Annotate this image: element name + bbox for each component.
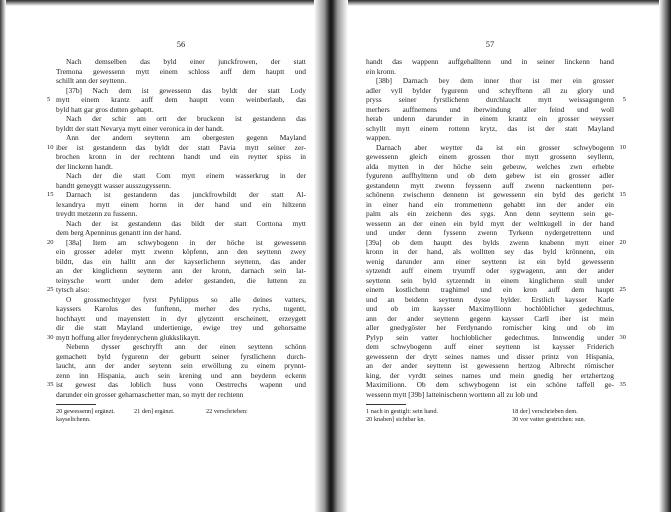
- text-line: [366, 171, 614, 181]
- text-line: [56, 314, 306, 324]
- line-text: der linckenn handt.: [56, 161, 113, 171]
- line-text: [38a] Item am schwybogenn in der höche ist gewessenn: [66, 237, 306, 247]
- text-line: [366, 352, 614, 362]
- text-line: [56, 152, 306, 162]
- line-number: 25: [47, 286, 54, 293]
- line-text: zenn inn Hispania, auch sein krening und ann beydenn eckenn: [56, 370, 306, 380]
- line-text: palm als ein zeichenn des sygs. Ann denn seyttenn sein ge-: [366, 209, 614, 218]
- text-line: [56, 247, 306, 257]
- text-line: [366, 114, 614, 124]
- line-text: schönenn zwischenn dennenn ist gewessenn ein byld des gericht: [366, 190, 614, 199]
- text-line: [366, 361, 614, 371]
- text-line: [47, 285, 306, 295]
- footnote-row: [56, 416, 306, 424]
- text-line: [47, 237, 306, 248]
- footnote-text: 1 nach in gestiglt: sein hand.: [366, 408, 439, 415]
- text-line: [366, 371, 614, 381]
- text-line: [366, 105, 614, 115]
- line-number: 10: [619, 143, 626, 151]
- line-text: [37b] Nach dem ist gewessenn das byldt der statt Lody: [66, 85, 306, 95]
- line-text: Pylyp sein vatter hochloblicher gedechtnus. Innwendig under: [366, 332, 614, 342]
- line-text: wessenn an der einen ein byld mytt der welttkugell in der hand: [366, 218, 614, 228]
- text-line: [366, 266, 614, 276]
- text-line: [56, 342, 306, 352]
- text-line: [56, 361, 306, 371]
- text-line: [56, 114, 306, 124]
- line-text: und under denn fyssenn zwenn Tyrkenn nydergetrettenn und: [366, 228, 614, 237]
- text-line: [56, 67, 306, 77]
- text-line: [56, 124, 306, 134]
- line-text: und an beidenn seyttenn dysse bylder. Erstlich kaysser Karle: [366, 294, 614, 304]
- line-text: schillt ann der seyttenn.: [56, 76, 127, 85]
- text-line: [56, 171, 306, 181]
- text-line: [366, 209, 614, 219]
- text-line: [56, 323, 306, 333]
- text-line: [366, 390, 614, 400]
- footnotes: [366, 408, 614, 424]
- text-line: [56, 76, 306, 86]
- text-line: [366, 181, 614, 191]
- footnote-text: 22 verschrieben:: [206, 408, 248, 415]
- line-text: alda mytten in der höche sein gebeuw, welches zwn erhebte: [366, 161, 614, 171]
- footnote-text: 18 der] verschrieben dem.: [512, 408, 578, 415]
- text-line: [366, 190, 626, 200]
- page-number: 57: [485, 39, 495, 49]
- footnote-rule: [56, 404, 96, 405]
- line-text: byld hatt gar gros dutten gehaptt.: [56, 104, 154, 114]
- text-line: [366, 228, 614, 238]
- text-line: [366, 133, 614, 143]
- footnote-text: kayselichenn.: [56, 416, 91, 423]
- line-text: tytsch also:: [56, 285, 90, 294]
- footnote-text: 20 knaben] sichtbar kn.: [366, 416, 426, 423]
- text-line: [56, 352, 306, 362]
- line-text: treydtt metzenn zu fussenn.: [56, 209, 138, 218]
- text-line: [47, 95, 306, 105]
- footnote-row: [366, 408, 614, 416]
- line-text: mytt hoffung aller freydenrychenn glukkslikaytt.: [56, 332, 201, 342]
- line-text: kronn in der hand, als wolltten sey das byld krönnenn, ein: [366, 247, 614, 256]
- line-text: in einer hand ein trommettenn gehabtt inn der ander ein: [366, 199, 614, 209]
- line-text: sytzendt auff einem tryumff oder sygwagenn, ann der ander: [366, 266, 614, 275]
- text-line: [366, 237, 626, 248]
- footnote-rule: [366, 404, 406, 405]
- text-line: [56, 209, 306, 219]
- line-number: 30: [619, 333, 626, 341]
- line-text: iber ist gestandenn das byldt der statt Pavia mytt seiner zer-: [56, 142, 306, 152]
- line-text: mytt einem krantz auff dem hauptt vonn weinberlaub, das: [56, 95, 306, 104]
- text-line: [366, 380, 626, 390]
- right-page: [366, 36, 626, 424]
- text-line: [366, 219, 614, 229]
- line-text: [39a] ob dem hauptt des bylds zwenn knabenn mytt einer: [366, 237, 614, 247]
- line-number: 5: [47, 96, 51, 103]
- line-text: Nach der schir am ortt der bruckenn ist gestandenn das: [66, 114, 306, 123]
- line-text: ein grosser adeler mytt zwenn köpfenn, ann den seyttenn zwey: [56, 247, 306, 256]
- line-text: an der kinglichenn seyttenn ann der kronn, darnach sein lat-: [56, 266, 306, 275]
- text-line: [366, 332, 626, 343]
- line-text: laucht, ann der ander seytenn sein erwöllung zu einem prynnt-: [56, 361, 306, 370]
- line-text: gewessenn gleich einem grossen thor mytt grossenn seyllenn,: [366, 152, 614, 161]
- line-number: 30: [47, 333, 54, 341]
- text-line: [366, 276, 614, 286]
- text-line: [56, 105, 306, 115]
- text-line: [366, 76, 614, 86]
- scan-left-edge: [0, 0, 6, 512]
- text-line: [47, 332, 306, 343]
- footnote-text: 20 gewessenn] ergänzt.: [56, 408, 115, 415]
- line-text: wessenn mytt [39b] latteinischenn worttenn all zu lob und: [366, 389, 538, 399]
- line-text: und ob im kaysser Maximyllionn hochlöblicher gedechtnus,: [366, 304, 614, 313]
- text-line: [56, 266, 306, 276]
- line-text: dem berg Apenninus genantt inn der hand.: [56, 228, 182, 237]
- line-text: schyllt mytt einem rottenn krytz, das ist der statt Mayland: [366, 123, 614, 133]
- line-text: Ann der andern seyttenn am obergesten gegenn Mayland: [66, 133, 306, 142]
- text-line: [56, 257, 306, 267]
- line-text: wappen.: [366, 133, 391, 142]
- text-line: [56, 200, 306, 210]
- book-gutter: [314, 0, 348, 512]
- line-text: hochhaytt und mayenstett in dyr glytzentt erscheinett, erzeygett: [56, 313, 306, 323]
- line-text: an der ander seyttenn ist gewessenn hertzog Albrecht römischer: [366, 361, 614, 370]
- text-line: [366, 285, 626, 295]
- line-text: ein kronn.: [366, 66, 396, 76]
- text-line: [47, 380, 306, 390]
- text-line: [56, 371, 306, 381]
- line-text: bildtt, das ein halltt ann der kayserlichenn seyttenn, das ander: [56, 256, 306, 266]
- text-line: [366, 304, 614, 314]
- text-line: [56, 162, 306, 172]
- line-text: handtt geneygtt wasser ausszugyssenn.: [56, 180, 171, 190]
- line-number: 20: [47, 238, 54, 246]
- text-line: [56, 276, 306, 286]
- text-line: [366, 342, 614, 352]
- line-text: dem schwybogenn auff einer seyttenn ist kaysser Friderich: [366, 342, 614, 351]
- line-text: handt das wappenn auffgehalltenn und in seiner linckenn hand: [366, 57, 614, 66]
- line-text: einem kostlichenn traghimel und ein kron auff dem hauptt: [366, 285, 614, 294]
- line-text: ist gewest das loblich huss vonn Oestrrechs wapenn und: [56, 380, 306, 389]
- line-text: [38b] Darnach bey dem inner thor ist mer ein grosser: [376, 76, 614, 85]
- text-line: [366, 323, 614, 333]
- line-text: adler vyll bylder fygurenn und schryfftenn all zu glory und: [366, 85, 614, 95]
- line-text: seyttenn sein byld sytzenndt in einem kinglichenn stull under: [366, 275, 614, 285]
- line-number: 10: [47, 143, 54, 151]
- text-line: [366, 162, 614, 172]
- text-line: [56, 86, 306, 96]
- footnotes: [56, 408, 306, 424]
- text-line: [366, 86, 614, 96]
- line-text: teinysche wortt under dem adeler gestanden, die luttenn zu: [56, 275, 306, 285]
- scan-right-edge: [659, 0, 671, 512]
- line-text: Nach demselben das byld einer junckfrowen, der statt: [66, 57, 306, 66]
- line-number: 25: [619, 286, 626, 293]
- line-text: Maximilionn. Ob dem schwybogenn ist ein schöne taffell ge-: [366, 380, 614, 389]
- footnote-row: [56, 408, 306, 416]
- text-line: [47, 142, 306, 153]
- line-text: Nach der ist gestandenn das bildt der statt Corttona mytt: [66, 218, 306, 228]
- text-line: [366, 57, 614, 67]
- line-text: byldtt der statt Nevarya mytt einer veronica in der handt.: [56, 123, 224, 133]
- line-text: ann der ander seyttenn gegenn kaysser Carll iber ist mein: [366, 313, 614, 323]
- text-line: [366, 314, 614, 324]
- text-line: [56, 181, 306, 191]
- text-line: [56, 228, 306, 238]
- line-text: wenig darunder ann einer seyttenn ist ein byld gewessenn: [366, 256, 614, 266]
- text-line: [56, 57, 306, 67]
- line-text: Nebenn dysser geschryfft ann der einen seyttenn schönn: [66, 342, 306, 351]
- text-line: [56, 133, 306, 143]
- text-line: [366, 200, 614, 210]
- text-line: [366, 247, 614, 257]
- line-number: 35: [619, 381, 626, 388]
- line-number: 20: [619, 238, 626, 246]
- line-number: 5: [622, 96, 626, 103]
- footnote-row: [366, 416, 614, 424]
- text-line: [366, 95, 626, 105]
- line-number: 15: [619, 191, 626, 198]
- text-line: [366, 67, 614, 77]
- line-text: merhers auffnemens und iberwindung aller feind und woll: [366, 104, 614, 114]
- page-number: 56: [176, 39, 186, 49]
- line-text: herab undenn darunder in einem krantz ein grosser weysser: [366, 114, 614, 123]
- line-text: fygurenn auffhylttenn und ob dem gebew ist ein grosser adler: [366, 171, 614, 180]
- footnote-text: 21 den] ergänzt.: [134, 408, 175, 415]
- page-text: [47, 57, 306, 399]
- line-text: pryss seiner fyrstlichenn durchlaucht mytt weissagungenn: [366, 95, 614, 104]
- text-line: [56, 390, 306, 400]
- line-text: gewessenn der drytt seines names und disser printz von Hispania,: [366, 351, 614, 361]
- line-number: 35: [47, 381, 54, 388]
- line-text: Tremona gewessenn mytt einem schloss auff dem hauptt und: [56, 66, 306, 76]
- page-text: [366, 57, 626, 399]
- text-line: [56, 304, 306, 314]
- line-text: lexandrya mytt einem hornn in der hand und ein hiltzenn: [56, 199, 306, 209]
- line-text: gemachett byld fygurenn der geburtt seiner fyrstlichenn durch-: [56, 351, 306, 361]
- line-number: 15: [47, 191, 54, 198]
- line-text: gestandenn mytt zwenn feyssenn auff zwenn nackenttenn per-: [366, 180, 614, 190]
- text-line: [366, 152, 614, 162]
- line-text: O grossmechtyger fyrst Pyhlippus so alle deines vatters,: [66, 294, 306, 304]
- line-text: Darnach ist gestandenn das junckfrowbildt der statt Al-: [66, 190, 306, 199]
- text-line: [56, 295, 306, 305]
- line-text: Darnach aber weytter da ist ein grosser schwybogenn: [376, 142, 614, 152]
- text-line: [366, 257, 614, 267]
- text-line: [47, 190, 306, 200]
- line-text: dir die statt Mayland undertienige, ewige trey und gehorsame: [56, 323, 306, 332]
- line-text: darunder ein grosser geharnaschetter man, so mytt der rechtenn: [56, 389, 244, 399]
- left-page: [47, 36, 306, 424]
- footnote-text: 30 vor vatter gestrichen: sun.: [512, 416, 586, 423]
- line-text: brochen kronn in der rechtenn handt und ein reytter spiss in: [56, 152, 306, 161]
- text-line: [366, 124, 614, 134]
- line-text: Nach der die statt Com mytt einem wasserkrug in der: [66, 171, 306, 180]
- text-line: [366, 295, 614, 305]
- line-text: king, der vyrdtt seines names und mein gnedig her ertzhertzog: [366, 370, 614, 380]
- line-text: aller gnedygöster her Ferdynando romischer king und ob im: [366, 323, 614, 332]
- line-text: kayssers Karolus des funftenn, merher des rychs, tugentt,: [56, 304, 306, 313]
- text-line: [56, 219, 306, 229]
- text-line: [366, 142, 626, 153]
